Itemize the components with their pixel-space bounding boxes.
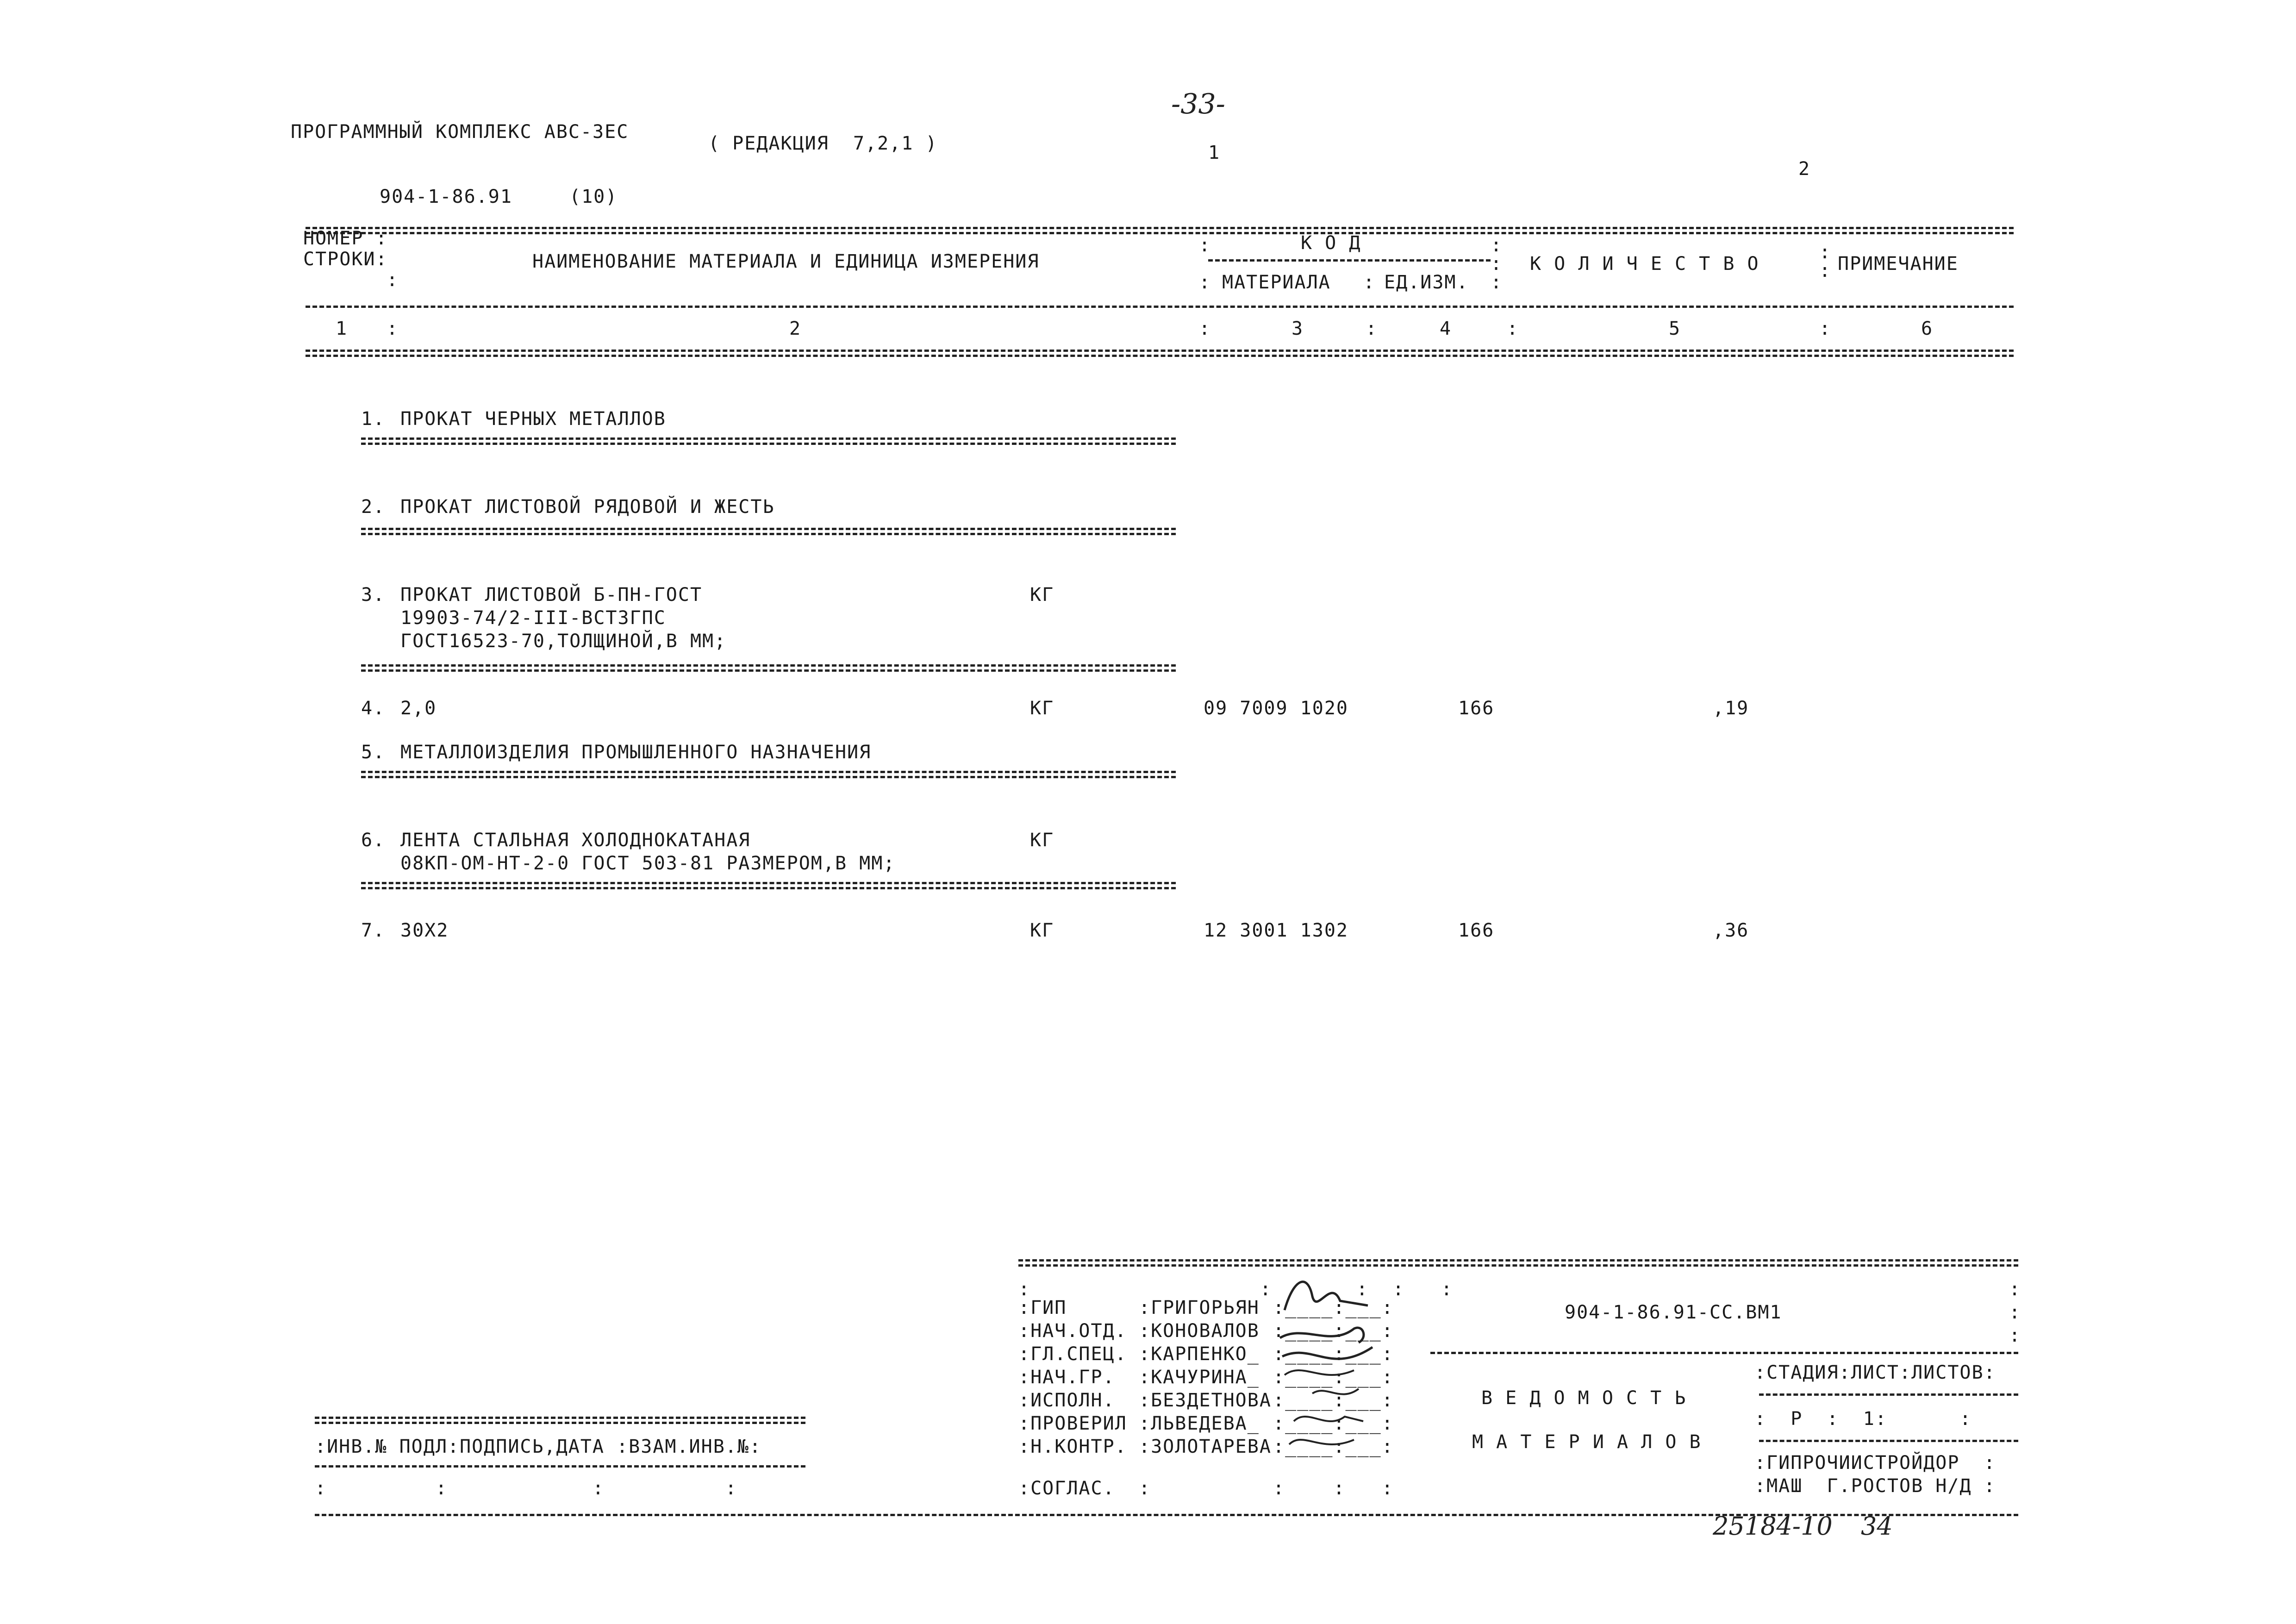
stamp-org-line2: :МАШ Г.РОСТОВ Н/Д :	[1754, 1475, 1996, 1497]
page-number: -33-	[1171, 88, 1225, 120]
row-number: 7.	[361, 920, 386, 941]
stamp-name: :ГРИГОРЬЯН	[1139, 1297, 1260, 1318]
row-number: 3.	[361, 584, 386, 606]
stamp-role: :СОГЛАС.	[1018, 1478, 1115, 1499]
col-quantity-header: К О Л И Ч Е С Т В О	[1530, 253, 1759, 275]
col-separator: :	[1491, 235, 1503, 256]
row-number: 5.	[361, 742, 386, 763]
col-name-header: НАИМЕНОВАНИЕ МАТЕРИАЛА И ЕДИНИЦА ИЗМЕРЕНИЯ	[532, 251, 1040, 272]
col-number-4: 4	[1440, 318, 1452, 339]
footer-handwritten-code: 25184-10	[1713, 1512, 1833, 1541]
page-marker-1: 1	[1208, 142, 1221, 163]
row-rule	[361, 528, 1176, 530]
code-subrule	[1208, 259, 1491, 262]
stamp-separator: : : :	[2009, 1279, 2021, 1346]
stamp-name: :КАЧУРИНА_	[1139, 1367, 1260, 1388]
row-quantity: ,36	[1713, 920, 1749, 941]
col-row-number-line: :	[387, 269, 399, 291]
row-rule	[361, 882, 1176, 884]
stamp-code-rule	[1430, 1352, 2018, 1354]
program-version: ( РЕДАКЦИЯ 7,2,1 )	[708, 133, 938, 154]
doc-code: 904-1-86.91	[380, 186, 512, 207]
col-separator: :	[1366, 318, 1378, 339]
col-number-3: 3	[1292, 318, 1304, 339]
row-quantity: ,19	[1713, 698, 1749, 719]
col-row-number-line: НОМЕР :	[303, 228, 388, 249]
col-number-5: 5	[1669, 318, 1681, 339]
col-code-unit: ЕД.ИЗМ.	[1384, 272, 1469, 293]
row-text: 30Х2	[400, 920, 449, 941]
col-number-6: 6	[1921, 318, 1934, 339]
row-unit: КГ	[1030, 698, 1054, 719]
stamp-role: :Н.КОНТР.	[1018, 1436, 1127, 1457]
col-separator: :	[1491, 272, 1503, 293]
row-text: ПРОКАТ ЛИСТОВОЙ РЯДОВОЙ И ЖЕСТЬ	[400, 496, 775, 518]
row-rule	[361, 437, 1176, 440]
inventory-mid-rule	[315, 1465, 805, 1468]
stamp-name: :ЗОЛОТАРЕВА	[1139, 1436, 1272, 1457]
row-code-material: 12 3001 1302	[1204, 920, 1348, 941]
row-text: 08КП-ОМ-НТ-2-0 ГОСТ 503-81 РАЗМЕРОМ,В ММ;	[400, 853, 896, 874]
col-row-number-line: СТРОКИ:	[303, 249, 388, 270]
col-separator: :	[387, 318, 399, 339]
row-code-unit: 166	[1458, 920, 1495, 941]
row-number: 1.	[361, 408, 386, 430]
page-marker-2: 2	[1798, 158, 1811, 180]
col-separator: :	[1199, 318, 1211, 339]
inventory-top-rule	[315, 1417, 805, 1419]
stamp-title-line2: М А Т Е Р И А Л О В	[1472, 1431, 1702, 1453]
stamp-stage-rule-2	[1759, 1440, 2018, 1442]
doc-sub: (10)	[569, 186, 618, 207]
row-text: МЕТАЛЛОИЗДЕЛИЯ ПРОМЫШЛЕННОГО НАЗНАЧЕНИЯ	[400, 742, 872, 763]
table-header-rule	[306, 306, 2014, 308]
col-number-1: 1	[336, 318, 348, 339]
signatures-graphic	[1275, 1268, 1382, 1463]
stamp-role: :ИСПОЛН.	[1018, 1390, 1115, 1411]
col-separator: :	[1507, 318, 1519, 339]
row-text: 19903-74/2-III-ВСТ3ГПС	[400, 607, 666, 629]
inventory-empty-row: : : : :	[315, 1478, 737, 1499]
row-number: 2.	[361, 496, 386, 518]
stamp-stage-values: : Р : 1: :	[1754, 1408, 1972, 1430]
stamp-name: :КОНОВАЛОВ	[1139, 1320, 1260, 1342]
stamp-stage-header: :СТАДИЯ:ЛИСТ:ЛИСТОВ:	[1754, 1362, 1996, 1383]
stamp-name: :БЕЗДЕТНОВА	[1139, 1390, 1272, 1411]
inventory-header: :ИНВ.№ ПОДЛ:ПОДПИСЬ,ДАТА :ВЗАМ.ИНВ.№:	[315, 1436, 762, 1457]
row-unit: КГ	[1030, 920, 1054, 941]
stamp-org-line1: :ГИПРОЧИИСТРОЙДОР :	[1754, 1452, 1996, 1474]
footer-handwritten-number: 34	[1861, 1512, 1893, 1541]
stamp-role: :ГИП	[1018, 1297, 1067, 1318]
stamp-separator: : : : : :	[1018, 1279, 1453, 1300]
stamp-name: :	[1139, 1478, 1151, 1499]
row-text: ГОСТ16523-70,ТОЛЩИНОЙ,В ММ;	[400, 631, 727, 652]
stamp-name: :КАРПЕНКО_	[1139, 1343, 1260, 1365]
stamp-role: :ГЛ.СПЕЦ.	[1018, 1343, 1127, 1365]
col-number-2: 2	[789, 318, 802, 339]
col-separator: :	[1819, 242, 1832, 263]
row-code-material: 09 7009 1020	[1204, 698, 1348, 719]
row-number: 6.	[361, 830, 386, 851]
stamp-sign-column: :____:___: :____:___: :____:___: :____:___: :____:___: :____:___: :____:___:	[1273, 1297, 1394, 1457]
row-unit: КГ	[1030, 584, 1054, 606]
row-text: 2,0	[400, 698, 437, 719]
row-rule	[361, 664, 1176, 667]
col-separator: :	[1199, 235, 1211, 256]
row-text: ПРОКАТ ЛИСТОВОЙ Б-ПН-ГОСТ	[400, 584, 703, 606]
table-colnum-rule	[306, 350, 2014, 352]
row-rule	[361, 771, 1176, 773]
col-note-header: ПРИМЕЧАНИЕ	[1838, 253, 1959, 275]
stamp-role: :ПРОВЕРИЛ	[1018, 1413, 1127, 1434]
row-number: 4.	[361, 698, 386, 719]
col-separator: :	[1819, 260, 1832, 281]
stamp-role: :НАЧ.ГР.	[1018, 1367, 1115, 1388]
col-separator: :	[1363, 272, 1376, 293]
col-separator: :	[1491, 253, 1503, 275]
col-code-material: МАТЕРИАЛА	[1222, 272, 1331, 293]
col-separator: :	[1199, 272, 1211, 293]
table-top-rule	[306, 227, 2014, 229]
program-title: ПРОГРАММНЫЙ КОМПЛЕКС АВС-3ЕС	[291, 121, 629, 143]
col-code-header: К О Д	[1301, 232, 1361, 254]
row-code-unit: 166	[1458, 698, 1495, 719]
col-separator: :	[1819, 318, 1832, 339]
stamp-doc-code: 904-1-86.91-СС.ВМ1	[1565, 1302, 1782, 1323]
stamp-title-line1: В Е Д О М О С Т Ь	[1481, 1387, 1687, 1409]
stamp-role: :НАЧ.ОТД.	[1018, 1320, 1127, 1342]
row-unit: КГ	[1030, 830, 1054, 851]
stamp-stage-rule	[1759, 1393, 2018, 1396]
stamp-top-rule	[1018, 1259, 2018, 1262]
row-text: ПРОКАТ ЧЕРНЫХ МЕТАЛЛОВ	[400, 408, 666, 430]
stamp-name: :ЛЬВЕДЕВА_	[1139, 1413, 1260, 1434]
stamp-sign-column-bottom: : : :	[1273, 1478, 1394, 1499]
row-text: ЛЕНТА СТАЛЬНАЯ ХОЛОДНОКАТАНАЯ	[400, 830, 751, 851]
